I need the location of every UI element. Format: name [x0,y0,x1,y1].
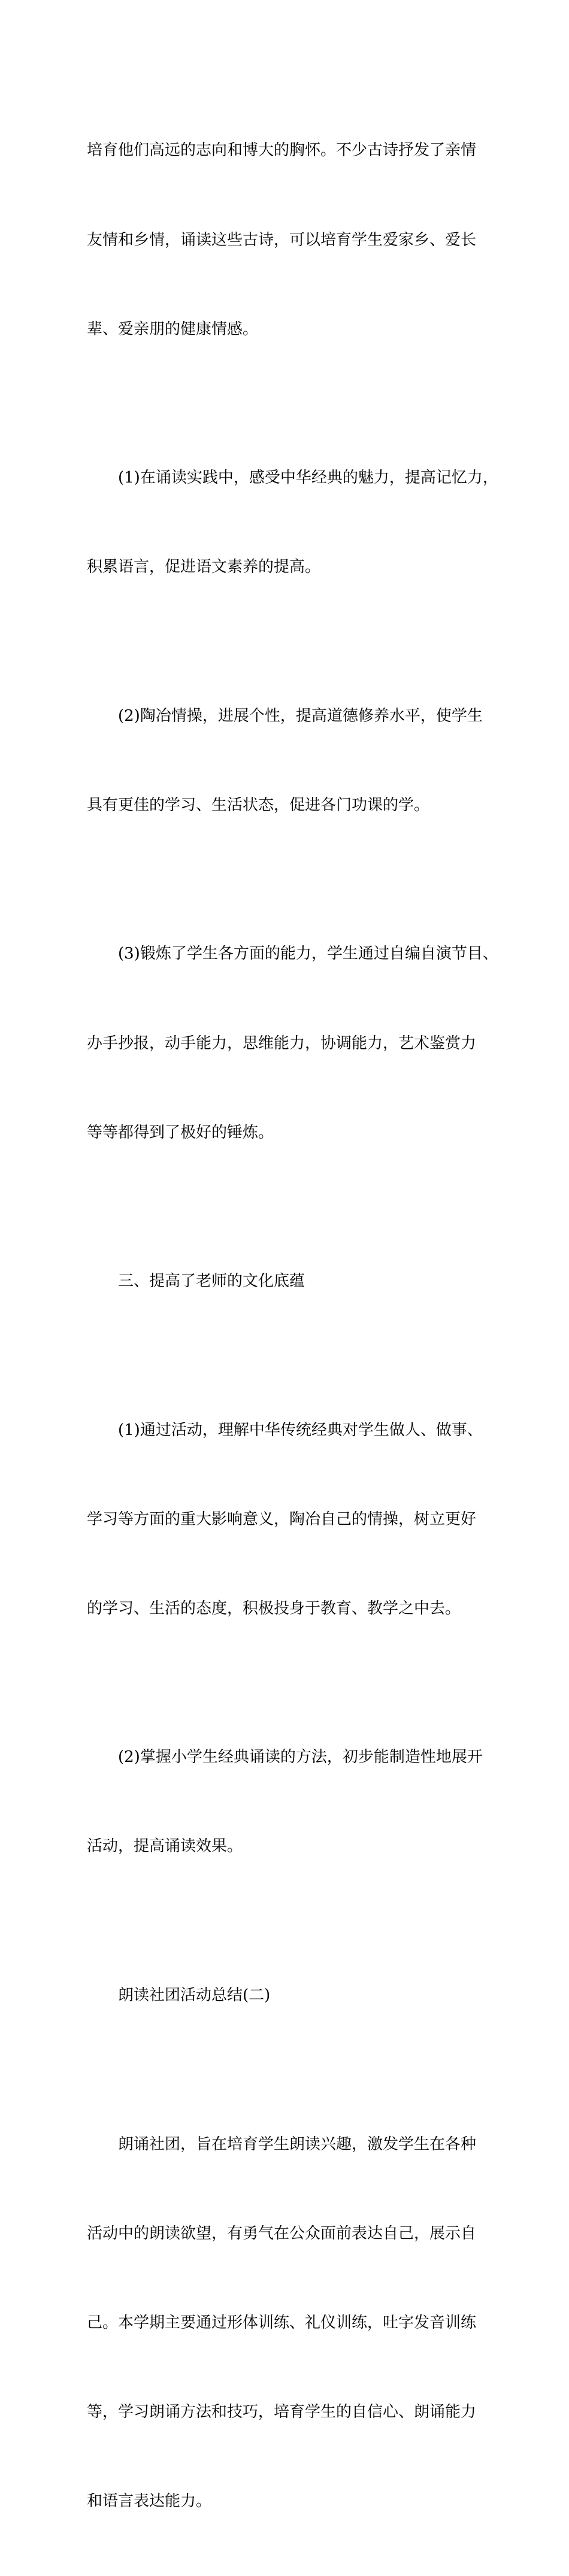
text-line: 朗诵社团，旨在培育学生朗读兴趣，激发学生在各种 [118,2135,477,2153]
text-line: 朗读社团活动总结(二) [118,1986,271,2004]
paragraph-item-3 [87,880,498,1207]
paragraph-item-1 [87,404,498,642]
section-heading [87,1207,494,1357]
text-line: 和语言表达能力。 [87,2492,212,2510]
text-line: 己。本学期主要通过形体训练、礼仪训练，吐字发音训练 [87,2313,477,2332]
text-line: (1)通过活动，理解中华传统经典对学生做人、做事、 [118,1421,483,1439]
document-subtitle [87,1922,494,2071]
text-line: 培育他们高远的志向和博大的胸怀。不少古诗抒发了亲情 [87,141,477,160]
text-line: (2)陶冶情操，进展个性，提高道德修养水平，使学生 [118,706,483,725]
text-line: (1)在诵读实践中，感受中华经典的魅力，提高记忆力， [118,469,498,487]
text-line: 活动，提高诵读效果。 [87,1837,243,1856]
text-line: 具有更佳的学习、生活状态，促进各门功课的学。 [87,796,430,814]
text-line: 友情和乡情，诵读这些古诗，可以培育学生爱家乡、爱长 [87,230,477,249]
text-line: 活动中的朗读欲望，有勇气在公众面前表达自己，展示自 [87,2224,477,2243]
document-body [87,77,498,2576]
text-line: 办手抄报，动手能力，思维能力，协调能力，艺术鉴赏力 [87,1034,477,1052]
text-line: (3)锻炼了学生各方面的能力，学生通过自编自演节目、 [118,945,498,963]
text-line: 的学习、生活的态度，积极投身于教育、教学之中去。 [87,1599,461,1618]
paragraph-body [87,2070,494,2576]
text-line: 等等都得到了极好的锤炼。 [87,1123,274,1142]
text-line: 三、提高了老师的文化底蕴 [118,1272,305,1291]
paragraph-item-2 [87,1683,494,1922]
paragraph-item-2 [87,642,494,880]
paragraph-continued [87,77,494,404]
text-line: 辈、爱亲朋的健康情感。 [87,320,259,338]
text-line: (2)掌握小学生经典诵读的方法，初步能制造性地展开 [118,1748,483,1767]
text-line: 学习等方面的重大影响意义，陶冶自己的情操，树立更好 [87,1510,477,1528]
text-line: 积累语言，促进语文素养的提高。 [87,558,321,577]
text-line: 等，学习朗诵方法和技巧，培育学生的自信心、朗诵能力 [87,2402,477,2421]
paragraph-item-1 [87,1356,494,1683]
